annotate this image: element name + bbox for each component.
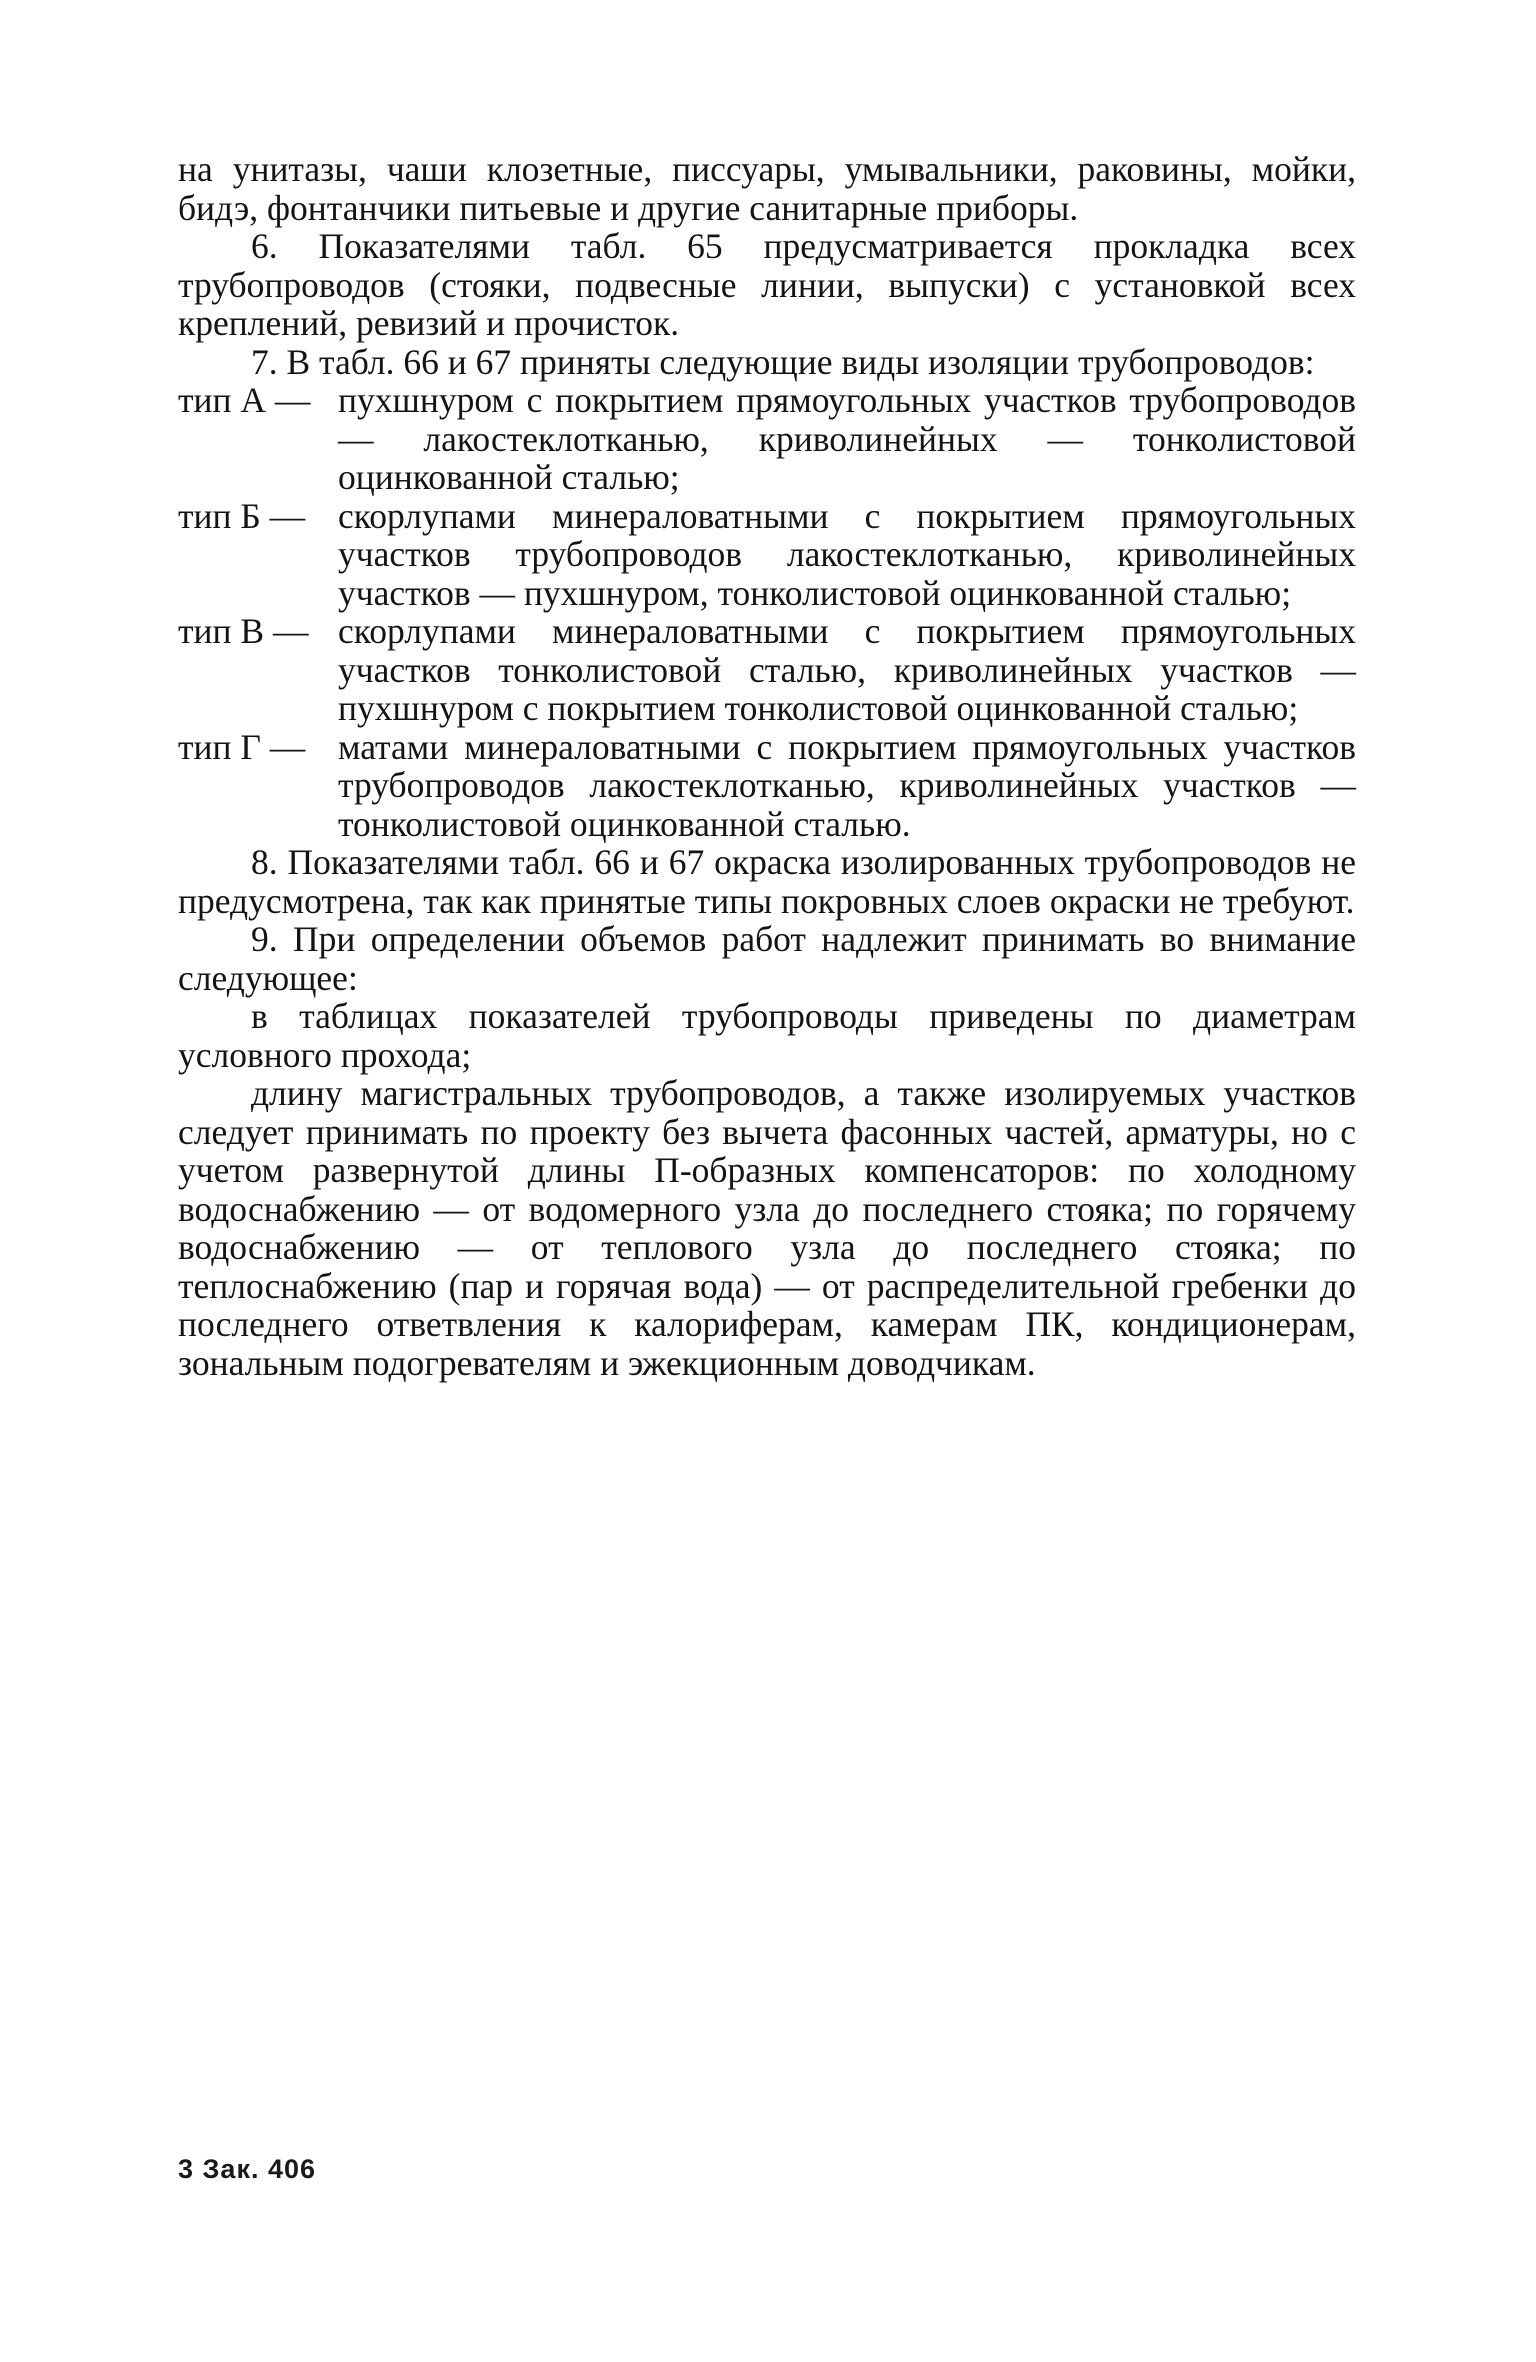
document-body bbox=[178, 150, 1356, 1382]
insulation-type-text: пухшнуром с покрытием прямоугольных участков трубопроводов — лакостеклотканью, криволинейных — тонколистовой оцинкованной сталью; bbox=[338, 380, 1356, 497]
paragraph-item-6: 6. Показателями табл. 65 предусматривается прокладка всех трубопроводов (стояки, подвесные линии, выпуски) с установкой всех креплений, ревизий и прочисток. bbox=[178, 226, 1356, 343]
insulation-type-label: тип В — bbox=[178, 611, 309, 651]
paragraph-item-8: 8. Показателями табл. 66 и 67 окраска изолированных трубопроводов не предусмотрена, так как принятые типы покровных слоев окраски не требуют. bbox=[178, 842, 1356, 921]
insulation-type-text: скорлупами минераловатными с покрытием прямоугольных участков трубопроводов лакостеклотканью, криволинейных участков — пухшнуром, тонколистовой оцинкованной сталью; bbox=[338, 495, 1356, 613]
page-footer-signature: 3 Зак. 406 bbox=[178, 2154, 317, 2184]
insulation-type-label: тип А — bbox=[178, 380, 311, 420]
paragraph-item-9: 9. При определении объемов работ надлежит принимать во внимание следующее: bbox=[178, 919, 1356, 998]
insulation-type-b bbox=[178, 497, 1356, 613]
paragraph-item-9-b: длину магистральных трубопроводов, а также изолируемых участков следует принимать по проекту без вычета фасонных частей, арматуры, но с учетом развернутой длины П-образных компенсаторов: по холодному водоснабжению — от водомерного узла до последнего стояка; по горячему водоснабжению — от теплового узла до последнего стояка; по теплоснабжению (пар и горячая вода) — от распределительной гребенки до последнего ответвления к калориферам, камерам ПК, кондиционерам, зональным подогревателям и эжекционным доводчикам. bbox=[178, 1073, 1356, 1383]
insulation-type-a bbox=[178, 381, 1356, 497]
insulation-type-label: тип Г — bbox=[178, 726, 306, 767]
insulation-type-text: матами минераловатными с покрытием прямоугольных участков трубопроводов лакостеклотканью, криволинейных участков — тонколистовой оцинкованной сталью. bbox=[338, 726, 1356, 844]
insulation-type-g bbox=[178, 728, 1356, 844]
insulation-type-label: тип Б — bbox=[178, 495, 306, 536]
insulation-type-text: скорлупами минераловатными с покрытием прямоугольных участков тонколистовой сталью, криволинейных участков — пухшнуром с покрытием тонколистовой оцинкованной сталью; bbox=[338, 611, 1356, 728]
paragraph-continuation: на унитазы, чаши клозетные, писсуары, умывальники, раковины, мойки, бидэ, фонтанчики питьевые и другие санитарные приборы. bbox=[178, 149, 1356, 228]
insulation-type-v bbox=[178, 612, 1356, 728]
paragraph-item-9-a: в таблицах показателей трубопроводы приведены по диаметрам условного прохода; bbox=[178, 996, 1356, 1075]
paragraph-item-7: 7. В табл. 66 и 67 приняты следующие виды изоляции трубопроводов: bbox=[251, 341, 1315, 382]
